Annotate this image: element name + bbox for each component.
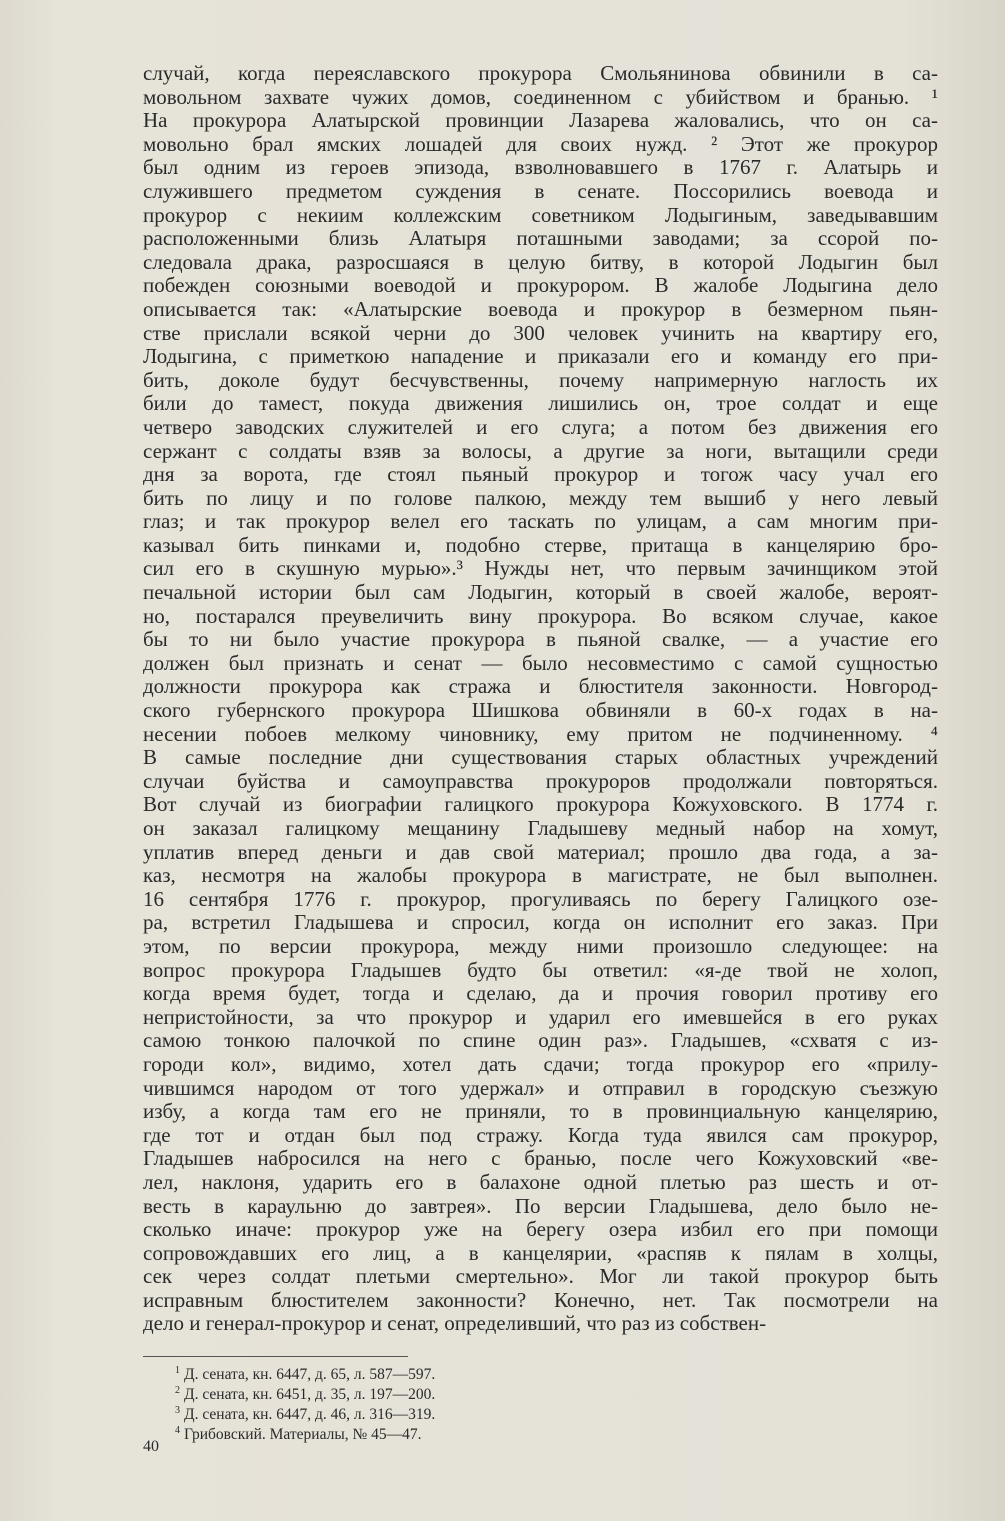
text-line: стве прислали всякой черни до 300 человек учинить на квартиру его, (143, 321, 938, 345)
text-line: сек через солдат плетьми смертельно». Мог ли такой прокурор быть (143, 1265, 938, 1289)
text-line: сил его в скушную мурью».³ Нужды нет, что первым зачинщиком этой (143, 557, 938, 581)
text-line: случай, когда переяславского прокурора Смольянинова обвинили в са- (143, 62, 938, 85)
text-line: побежден союзными воеводой и прокурором. В жалобе Лодыгина дело (143, 274, 938, 298)
footnote-text: Д. сената, кн. 6451, д. 35, л. 197—200. (184, 1386, 436, 1404)
text-line: бы то ни было участие прокурора в пьяной свалке, — а участие его (143, 628, 938, 652)
text-line: печальной истории был сам Лодыгин, который в своей жалобе, вероят- (143, 581, 938, 605)
text-line: должен был признать и сенат — было несовместимо с самой сущностью (143, 651, 938, 675)
text-line: Лодыгина, с приметкою нападение и приказали его и команду его при- (143, 345, 938, 369)
text-line: где тот и отдан был под стражу. Когда туда явился сам прокурор, (143, 1123, 938, 1147)
page-number: 40 (143, 1438, 159, 1455)
text-line: мовольно брал ямских лошадей для своих нужд. ² Этот же прокурор (143, 132, 938, 156)
text-line: 16 сентября 1776 г. прокурор, прогуливаясь по берегу Галицкого озе- (143, 887, 938, 911)
text-line: лел, наклоня, ударить его в балахоне одной плетью раз шесть и от- (143, 1170, 938, 1194)
text-line: сопровождавших его лиц, а в канцелярии, «распяв к пялам в холцы, (143, 1241, 938, 1265)
text-line: служившего предметом суждения в сенате. Поссорились воевода и (143, 179, 938, 203)
text-line: весть в караульню до завтрея». По версии Гладышева, дело было не- (143, 1194, 938, 1218)
text-line: В самые последние дни существования старых областных учреждений (143, 746, 938, 770)
text-line: избу, а когда там его не приняли, то в провинциальную канцелярию, (143, 1100, 938, 1124)
text-line: описывается так: «Алатырские воевода и прокурор в безмерном пьян- (143, 297, 938, 321)
text-line: но, постарался преувеличить вину прокурора. Во всяком случае, какое (143, 604, 938, 628)
body-text (143, 62, 938, 1336)
text-line: мовольном захвате чужих домов, соединенном с убийством и бранью. ¹ (143, 85, 938, 109)
text-line: казывал бить пинками и, подобно стерве, притаща в канцелярию бро- (143, 533, 938, 557)
footnote-text: Грибовский. Материалы, № 45—47. (184, 1426, 422, 1444)
text-line: бить, доколе будут бесчувственны, почему напримерную наглость их (143, 368, 938, 392)
text-line: Гладышев набросился на него с бранью, после чего Кожуховский «ве- (143, 1147, 938, 1171)
footnote (175, 1381, 595, 1404)
footnote-mark: 4 (175, 1425, 180, 1436)
footnote-mark: 3 (175, 1405, 180, 1416)
text-line: исправным блюстителем законности? Конечно, нет. Так посмотрели на (143, 1288, 938, 1312)
text-line: четверо заводских служителей и его слуга; а потом без движения его (143, 415, 938, 439)
text-line: прокурор с некиим коллежским советником Лодыгиным, заведывавшим (143, 203, 938, 227)
text-line: расположенными близь Алатыря поташными заводами; за ссорой по- (143, 227, 938, 251)
text-line: непристойности, за что прокурор и ударил его имевшейся в его руках (143, 1005, 938, 1029)
footnote (175, 1421, 595, 1444)
text-line: ского губернского прокурора Шишкова обвиняли в 60-х годах в на- (143, 699, 938, 723)
text-line: несении побоев мелкому чиновнику, ему притом не подчиненному. ⁴ (143, 722, 938, 746)
text-line: был одним из героев эпизода, взволновавшего в 1767 г. Алатырь и (143, 156, 938, 180)
text-line: сколько иначе: прокурор уже на берегу озера избил его при помощи (143, 1218, 938, 1242)
text-line: дня за ворота, где стоял пьяный прокурор и тогож часу учал его (143, 463, 938, 487)
footnote-text: Д. сената, кн. 6447, д. 46, л. 316—319. (184, 1406, 436, 1424)
text-line: уплатив вперед деньги и дав свой материал; прошло два года, а за- (143, 840, 938, 864)
text-line: каз, несмотря на жалобы прокурора в магистрате, не был выполнен. (143, 864, 938, 888)
footnote (175, 1401, 595, 1424)
footnote-mark: 1 (175, 1365, 180, 1376)
text-line: самою тонкою палочкой по спине один раз». Гладышев, «схватя с из- (143, 1029, 938, 1053)
text-line: чившимся народом от того удержал» и отправил в городскую съезжую (143, 1076, 938, 1100)
text-line: бить по лицу и по голове палкою, между тем вышиб у него левый (143, 486, 938, 510)
footnote-rule (143, 1356, 408, 1357)
text-line: следовала драка, разросшаяся в целую битву, в которой Лодыгин был (143, 250, 938, 274)
footnote (175, 1361, 595, 1384)
text-line: Вот случай из биографии галицкого прокурора Кожуховского. В 1774 г. (143, 793, 938, 817)
text-line: били до тамест, покуда движения лишились он, трое солдат и еще (143, 392, 938, 416)
footnote-text: Д. сената, кн. 6447, д. 65, л. 587—597. (184, 1366, 436, 1384)
text-line: ра, встретил Гладышева и спросил, когда он исполнит его заказ. При (143, 911, 938, 935)
text-line: когда время будет, тогда и сделаю, да и прочия говорил противу его (143, 982, 938, 1006)
text-line: должности прокурора как стража и блюстителя законности. Новгород- (143, 675, 938, 699)
text-line: городи кол», видимо, хотел дать сдачи; тогда прокурор его «прилу- (143, 1052, 938, 1076)
text-line: этом, по версии прокурора, между ними произошло следующее: на (143, 934, 938, 958)
footnotes (175, 1361, 595, 1444)
text-line: случаи буйства и самоуправства прокуроров продолжали повторяться. (143, 769, 938, 793)
text-line: На прокурора Алатырской провинции Лазарева жаловались, что он са- (143, 109, 938, 133)
text-line: дело и генерал-прокурор и сенат, определивший, что раз из собствен- (143, 1312, 767, 1336)
text-line: сержант с солдаты взяв за волосы, а другие за ноги, вытащили среди (143, 439, 938, 463)
footnote-mark: 2 (175, 1385, 180, 1396)
text-line: глаз; и так прокурор велел его таскать по улицам, а сам многим при- (143, 510, 938, 534)
text-line: вопрос прокурора Гладышев будто бы ответил: «я-де твой не холоп, (143, 958, 938, 982)
text-line: он заказал галицкому мещанину Гладышеву медный набор на хомут, (143, 817, 938, 840)
